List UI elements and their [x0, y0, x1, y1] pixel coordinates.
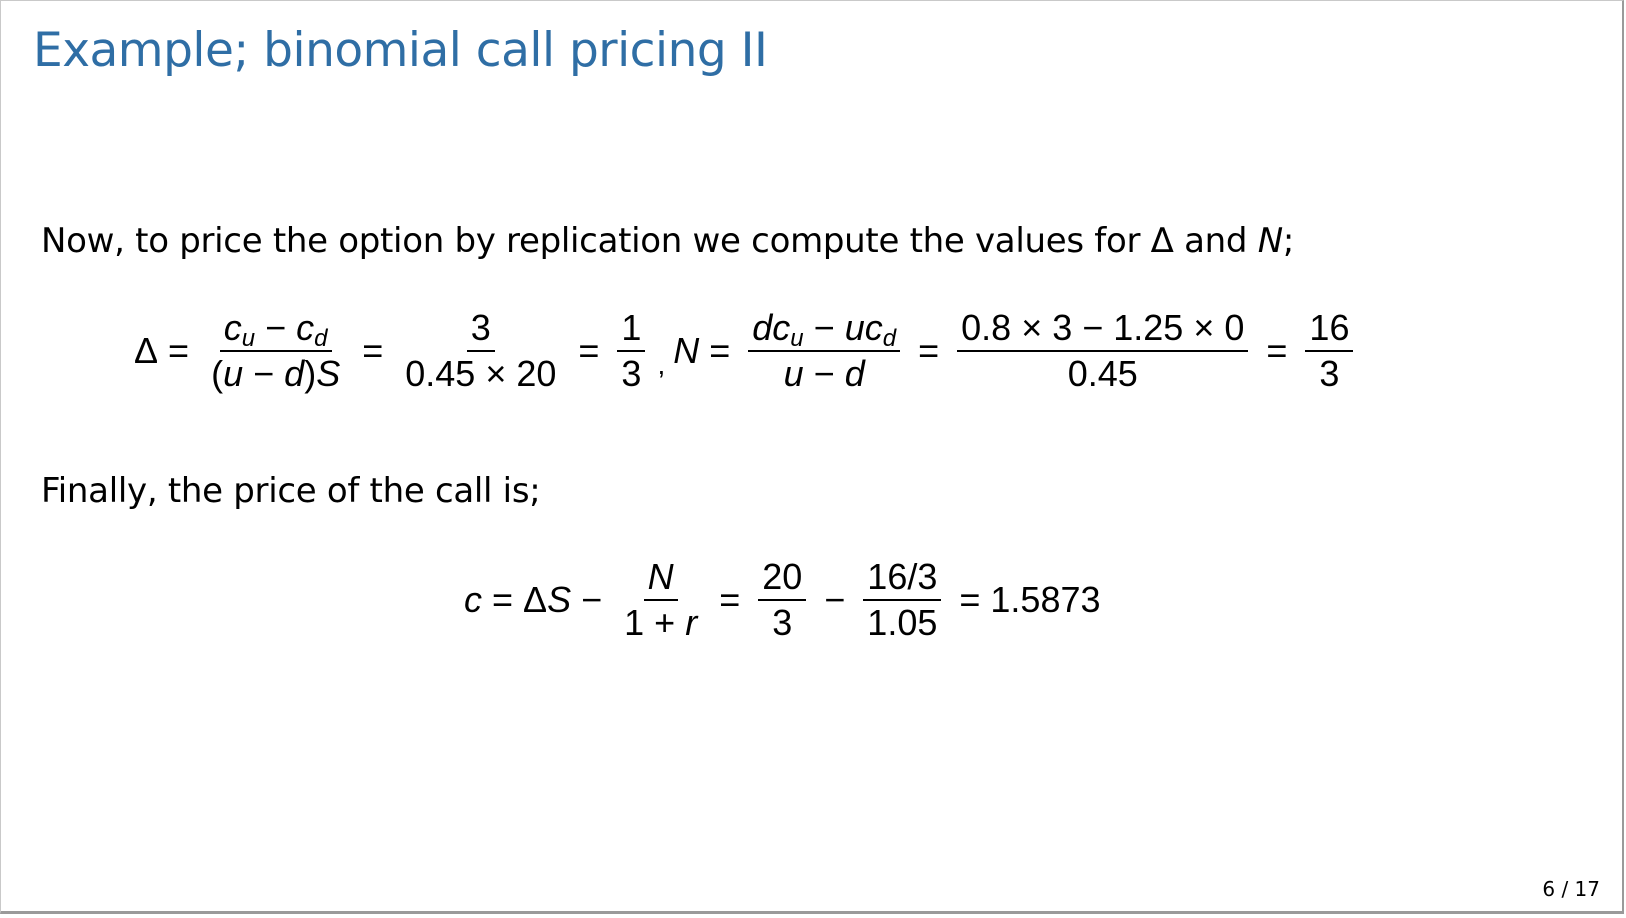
- fraction-numerator: 0.8 × 3 − 1.25 × 0: [957, 306, 1248, 352]
- fraction-denominator: 1 + r: [624, 602, 698, 643]
- fraction-numerator: 1: [617, 306, 645, 352]
- fraction-numerator: 3: [467, 306, 495, 352]
- fraction-denominator: 3: [1319, 353, 1340, 394]
- fraction-denominator: 3: [772, 602, 793, 643]
- fraction-denominator: 3: [621, 353, 642, 394]
- fraction-n-substituted: [957, 306, 1248, 396]
- fraction-delta-definition: [207, 306, 344, 396]
- fraction-delta-substituted: [401, 306, 560, 396]
- paragraph-semicolon: ;: [1282, 221, 1294, 261]
- paragraph-replication: [41, 221, 1294, 261]
- call-price-result: 1.5873: [990, 579, 1101, 620]
- s-symbol: S: [547, 579, 572, 620]
- slide-title: Example; binomial call pricing II: [33, 23, 768, 78]
- fraction-n-result: [1305, 306, 1353, 396]
- equals-sign: =: [362, 330, 384, 371]
- equals-sign: =: [959, 579, 981, 620]
- fraction-denominator: 1.05: [867, 602, 938, 643]
- fraction-n-definition: [748, 306, 900, 396]
- fraction-numerator: 16: [1305, 306, 1353, 352]
- fraction-delta-result: [617, 306, 645, 396]
- equals-sign: =: [578, 330, 600, 371]
- fraction-denominator: 0.45: [1067, 353, 1138, 394]
- minus-sign: −: [581, 579, 603, 620]
- fraction-n-discounted: [620, 555, 701, 645]
- paragraph-call-price: Finally, the price of the call is;: [41, 471, 541, 511]
- equals-sign: =: [168, 330, 190, 371]
- minus-sign: −: [824, 579, 846, 620]
- fraction-delta-s-value: [758, 555, 806, 645]
- fraction-numerator: $dc_u - uc_d$: [748, 306, 900, 352]
- fraction-denominator: u − d: [783, 353, 865, 394]
- page-number: 6 / 17: [1542, 877, 1600, 901]
- equation-delta-n: [134, 306, 1361, 396]
- equals-sign: =: [709, 330, 731, 371]
- equals-sign: =: [719, 579, 741, 620]
- fraction-discounted-value: [863, 555, 941, 645]
- fraction-numerator: 16/3: [863, 555, 941, 601]
- delta-symbol: Δ: [523, 579, 548, 620]
- fraction-numerator: $c_u - c_d$: [220, 306, 332, 352]
- equals-sign: =: [1266, 330, 1288, 371]
- delta-symbol: Δ: [134, 330, 159, 371]
- variable-n: N: [1257, 221, 1283, 261]
- paragraph-text: Now, to price the option by replication we compute the values for Δ and: [41, 221, 1258, 261]
- equals-sign: =: [918, 330, 940, 371]
- n-symbol: N: [673, 330, 700, 371]
- equation-call-price: [464, 555, 1101, 645]
- fraction-denominator: (u − d)S: [211, 353, 341, 394]
- fraction-numerator: N: [644, 555, 678, 601]
- equals-sign: =: [492, 579, 514, 620]
- fraction-denominator: 0.45 × 20: [405, 353, 557, 394]
- fraction-numerator: 20: [758, 555, 806, 601]
- comma: ,: [657, 349, 666, 380]
- c-symbol: c: [464, 579, 482, 620]
